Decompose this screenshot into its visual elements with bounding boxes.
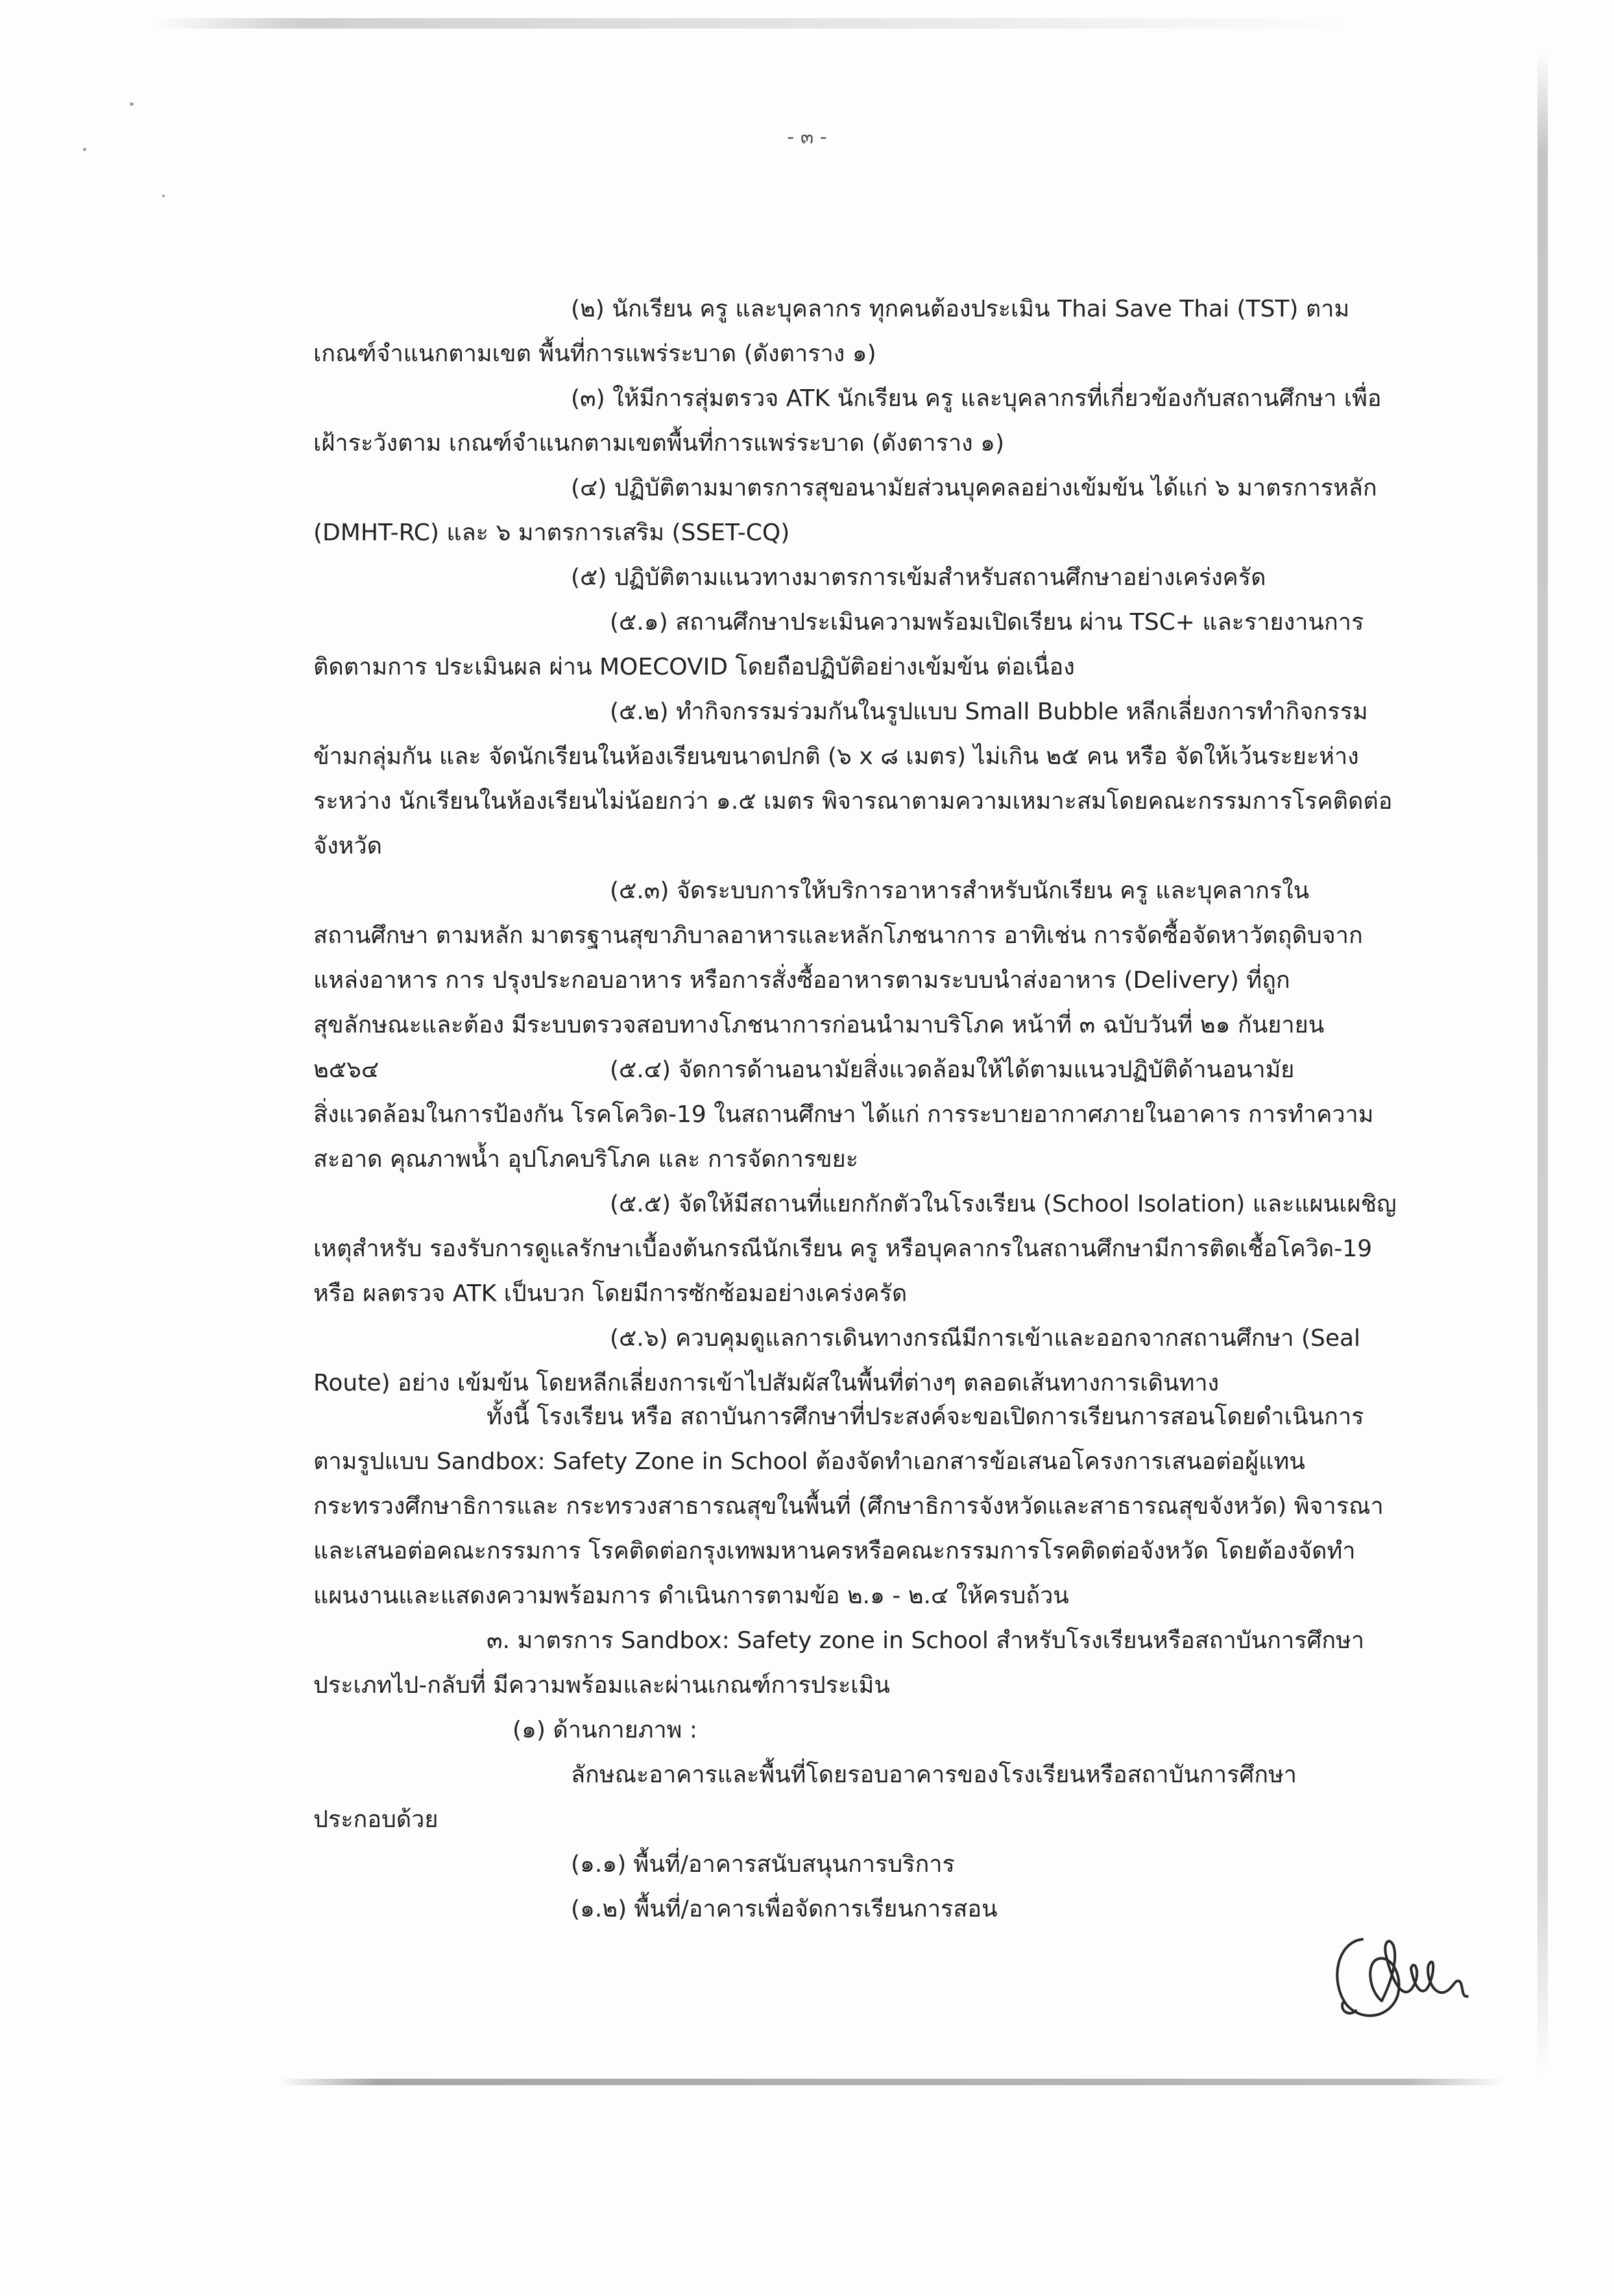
scan-speck bbox=[130, 102, 134, 106]
body-line: (๕.๖) ควบคุมดูแลการเดินทางกรณีมีการเข้าและออกจากสถานศึกษา (Seal bbox=[610, 1325, 1361, 1352]
body-line: ตามรูปแบบ Sandbox: Safety Zone in School ต้องจัดทำเอกสารข้อเสนอโครงการเสนอต่อผู้แทน bbox=[313, 1448, 1305, 1475]
body-line: ลักษณะอาคารและพื้นที่โดยรอบอาคารของโรงเรียนหรือสถาบันการศึกษา bbox=[571, 1762, 1297, 1788]
scan-shadow-top bbox=[156, 18, 1356, 29]
body-line: (DMHT-RC) และ ๖ มาตรการเสริม (SSET-CQ) bbox=[313, 520, 790, 546]
body-line: (๔) ปฏิบัติตามมาตรการสุขอนามัยส่วนบุคคลอย่างเข้มข้น ได้แก่ ๖ มาตรการหลัก bbox=[571, 475, 1377, 501]
body-line: (๕) ปฏิบัติตามแนวทางมาตรการเข้มสำหรับสถานศึกษาอย่างเคร่งครัด bbox=[571, 564, 1266, 591]
body-line: (๕.๓) จัดระบบการให้บริการอาหารสำหรับนักเรียน ครู และบุคลากรใน bbox=[610, 878, 1310, 904]
body-line: สถานศึกษา ตามหลัก มาตรฐานสุขาภิบาลอาหารและหลักโภชนาการ อาทิเช่น การจัดซื้อจัดหาวัตถุดิบจาก bbox=[313, 922, 1363, 949]
body-line: สะอาด คุณภาพน้ำ อุปโภคบริโภค และ การจัดการขยะ bbox=[313, 1146, 859, 1173]
body-line: กระทรวงศึกษาธิการและ กระทรวงสาธารณสุขในพื้นที่ (ศึกษาธิการจังหวัดและสาธารณสุขจังหวัด) พิจารณา bbox=[313, 1493, 1384, 1520]
body-line: ทั้งนี้ โรงเรียน หรือ สถาบันการศึกษาที่ประสงค์จะขอเปิดการเรียนการสอนโดยดำเนินการ bbox=[487, 1404, 1364, 1430]
body-line: (๕.๒) ทำกิจกรรมร่วมกันในรูปแบบ Small Bubble หลีกเลี่ยงการทำกิจกรรม bbox=[610, 699, 1368, 725]
body-line: สุขลักษณะและต้อง มีระบบตรวจสอบทางโภชนาการก่อนนำมาบริโภค หน้าที่ ๓ ฉบับวันที่ ๒๑ กันยายน bbox=[313, 1012, 1325, 1038]
body-line: สิ่งแวดล้อมในการป้องกัน โรคโควิด-19 ในสถานศึกษา ได้แก่ การระบายอากาศภายในอาคาร การทำความ bbox=[313, 1101, 1374, 1128]
body-line: เกณฑ์จำแนกตามเขต พื้นที่การแพร่ระบาด (ดังตาราง ๑) bbox=[313, 341, 876, 367]
body-line: ข้ามกลุ่มกัน และ จัดนักเรียนในห้องเรียนขนาดปกติ (๖ x ๘ เมตร) ไม่เกิน ๒๕ คน หรือ จัดให้เว้นระยะห่าง bbox=[313, 743, 1359, 770]
body-line: (๕.๕) จัดให้มีสถานที่แยกกักตัวในโรงเรียน (School Isolation) และแผนเผชิญ bbox=[610, 1191, 1397, 1217]
body-line: เฝ้าระวังตาม เกณฑ์จำแนกตามเขตพื้นที่การแพร่ระบาด (ดังตาราง ๑) bbox=[313, 430, 1005, 457]
body-line: หรือ ผลตรวจ ATK เป็นบวก โดยมีการซักซ้อมอย่างเคร่งครัด bbox=[313, 1280, 908, 1307]
body-line: (๓) ให้มีการสุ่มตรวจ ATK นักเรียน ครู และบุคลากรที่เกี่ยวข้องกับสถานศึกษา เพื่อ bbox=[571, 385, 1382, 412]
body-line: เหตุสำหรับ รองรับการดูแลรักษาเบื้องต้นกรณีนักเรียน ครู หรือบุคลากรในสถานศึกษามีการติดเชื้อโควิด-19 bbox=[313, 1236, 1373, 1262]
body-line: ประเภทไป-กลับที่ มีความพร้อมและผ่านเกณฑ์การประเมิน bbox=[313, 1672, 890, 1699]
body-line: แหล่งอาหาร การ ปรุงประกอบอาหาร หรือการสั่งซื้ออาหารตามระบบนำส่งอาหาร (Delivery) ที่ถูก bbox=[313, 967, 1290, 994]
body-line: (๑.๒) พื้นที่/อาคารเพื่อจัดการเรียนการสอน bbox=[571, 1896, 998, 1922]
body-line: ประกอบด้วย bbox=[313, 1806, 439, 1833]
body-line: (๑) ด้านกายภาพ : bbox=[512, 1717, 697, 1743]
body-line: (๒) นักเรียน ครู และบุคลากร ทุกคนต้องประเมิน Thai Save Thai (TST) ตาม bbox=[571, 296, 1350, 322]
body-line: แผนงานและแสดงความพร้อมการ ดำเนินการตามข้อ ๒.๑ - ๒.๔ ให้ครบถ้วน bbox=[313, 1583, 1069, 1609]
body-line: (๕.๔) จัดการด้านอนามัยสิ่งแวดล้อมให้ได้ตามแนวปฏิบัติด้านอนามัย bbox=[610, 1057, 1295, 1083]
body-line: (๕.๑) สถานศึกษาประเมินความพร้อมเปิดเรียน ผ่าน TSC+ และรายงานการ bbox=[610, 609, 1364, 636]
body-line: จังหวัด bbox=[313, 833, 382, 859]
handwritten-signature bbox=[1317, 1920, 1486, 2037]
body-line: ระหว่าง นักเรียนในห้องเรียนไม่น้อยกว่า ๑.๕ เมตร พิจารณาตามความเหมาะสมโดยคณะกรรมการโรคติดต่อ bbox=[313, 788, 1393, 815]
body-line: ๓. มาตรการ Sandbox: Safety zone in School สำหรับโรงเรียนหรือสถาบันการศึกษา bbox=[487, 1627, 1365, 1654]
scan-speck bbox=[162, 195, 165, 197]
body-line: ติดตามการ ประเมินผล ผ่าน MOECOVID โดยถือปฏิบัติอย่างเข้มข้น ต่อเนื่อง bbox=[313, 654, 1075, 680]
body-line: และเสนอต่อคณะกรรมการ โรคติดต่อกรุงเทพมหานครหรือคณะกรรมการโรคติดต่อจังหวัด โดยต้องจัดทำ bbox=[313, 1538, 1356, 1564]
page-number: - ๓ - bbox=[787, 126, 827, 149]
scan-shadow-right bbox=[1537, 52, 1548, 2075]
body-line: ๒๕๖๔ bbox=[313, 1057, 379, 1083]
body-line: Route) อย่าง เข้มข้น โดยหลีกเลี่ยงการเข้าไปสัมผัสในพื้นที่ต่างๆ ตลอดเส้นทางการเดินทาง bbox=[313, 1370, 1220, 1396]
scan-shadow-bottom bbox=[279, 2079, 1505, 2085]
body-line: (๑.๑) พื้นที่/อาคารสนับสนุนการบริการ bbox=[571, 1851, 955, 1878]
